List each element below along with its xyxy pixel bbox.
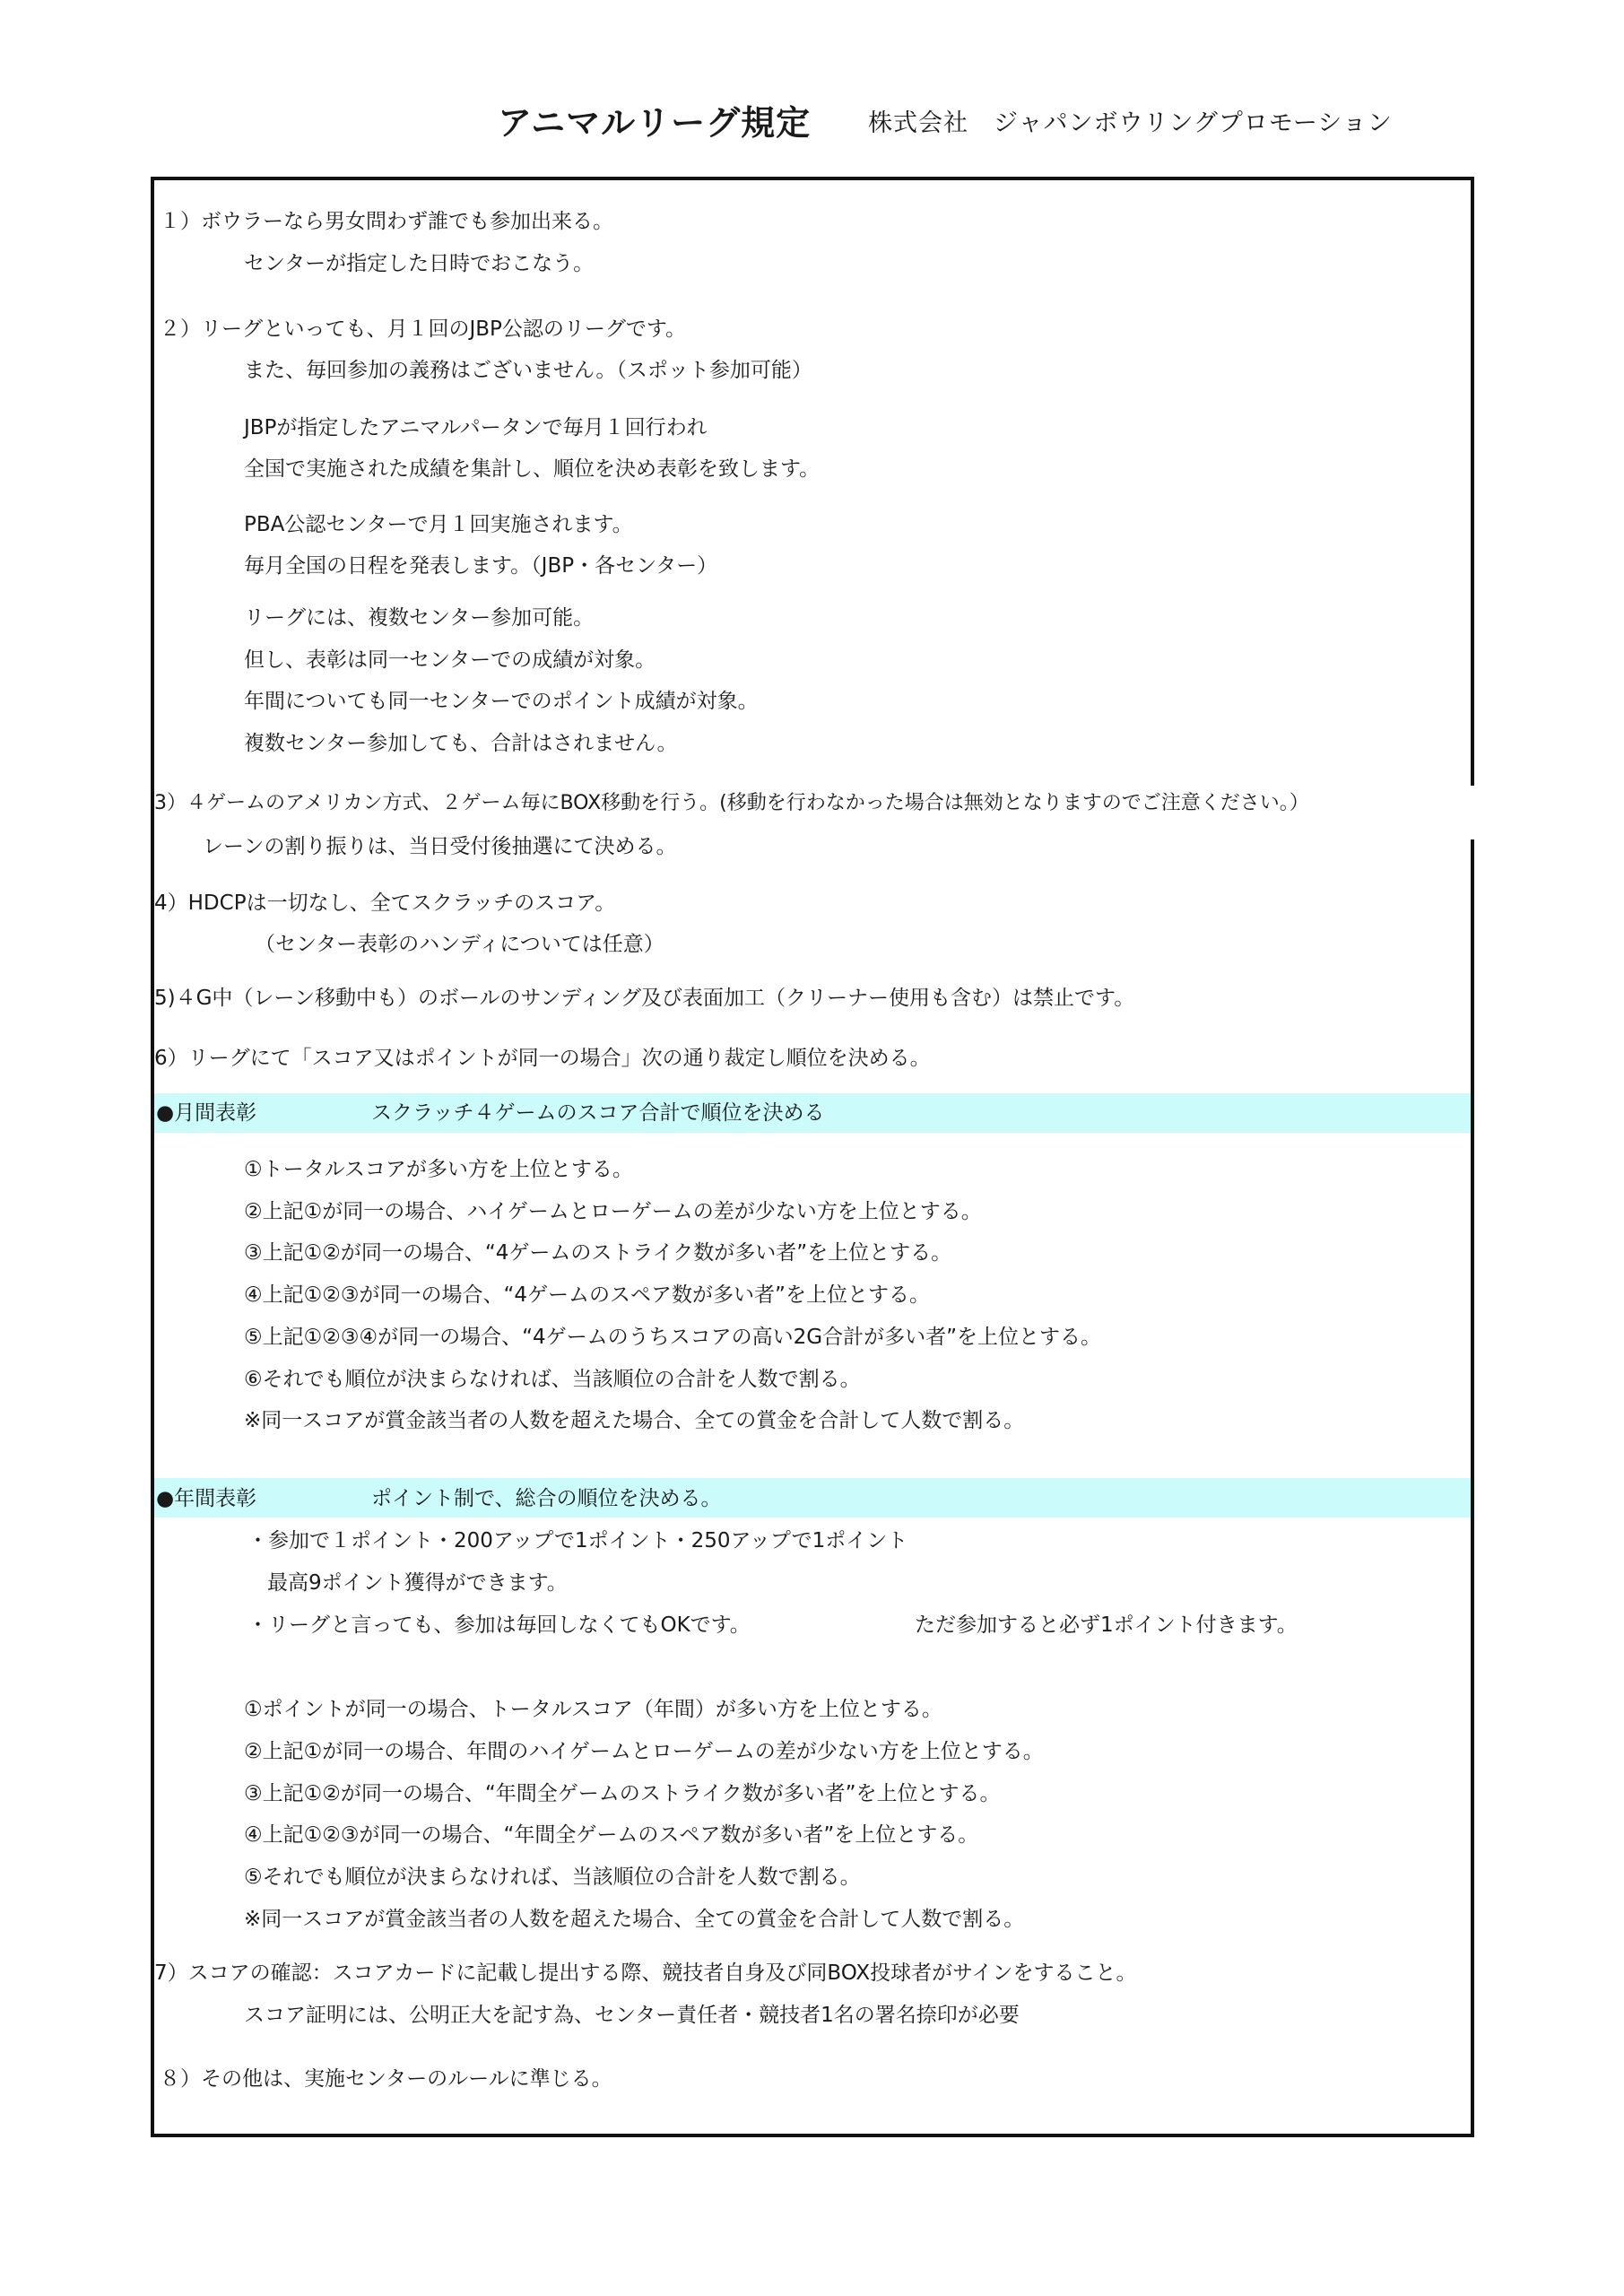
- monthly-rule: ⑥それでも順位が決まらなければ、当該順位の合計を人数で割る。: [244, 1368, 861, 1391]
- annual-rule: ①ポイントが同一の場合、トータルスコア（年間）が多い方を上位とする。: [244, 1698, 942, 1721]
- rule-4-line-1: 4）HDCPは一切なし、全てスクラッチのスコア。: [154, 891, 616, 915]
- monthly-heading: ●月間表彰: [156, 1101, 257, 1125]
- rule-2-line-6: 毎月全国の日程を発表します。（JBP・各センター）: [244, 554, 718, 578]
- rule-1-line-1: １）ボウラーなら男女問わず誰でも参加出来る。: [160, 210, 613, 233]
- frame-gap: [1471, 786, 1478, 839]
- rule-2-line-2: また、毎回参加の義務はございません。（スポット参加可能）: [244, 359, 812, 382]
- annual-rule: ②上記①が同一の場合、年間のハイゲームとローゲームの差が少ない方を上位とする。: [244, 1740, 1044, 1763]
- monthly-rule: ④上記①②③が同一の場合、“4ゲームのスペア数が多い者”を上位とする。: [244, 1283, 930, 1307]
- rule-2-line-5: PBA公認センターで月１回実施されます。: [244, 513, 633, 536]
- rule-2-line-9: 年間についても同一センターでのポイント成績が対象。: [244, 690, 759, 713]
- annual-heading: ●年間表彰: [156, 1487, 257, 1510]
- page-title: アニマルリーグ規定: [498, 103, 812, 143]
- rule-4-line-2: （センター表彰のハンディについては任意）: [255, 933, 664, 956]
- rule-7-line-2: スコア証明には、公明正大を記す為、センター責任者・競技者1名の署名捺印が必要: [244, 2004, 1020, 2027]
- rule-2-line-10: 複数センター参加しても、合計はされません。: [244, 732, 678, 755]
- rule-2-line-8: 但し、表彰は同一センターでの成績が対象。: [244, 648, 656, 672]
- annual-point-4: ただ参加すると必ず1ポイント付きます。: [915, 1613, 1298, 1637]
- monthly-rule: ⑤上記①②③④が同一の場合、“4ゲームのうちスコアの高い2G合計が多い者”を上位とする。: [244, 1326, 1102, 1349]
- monthly-description: スクラッチ４ゲームのスコア合計で順位を決める: [371, 1101, 825, 1125]
- rule-5-line-1: 5)４G中（レーン移動中も）のボールのサンディング及び表面加工（クリーナー使用も含む）は禁止です。: [154, 987, 1135, 1010]
- annual-rule: ※同一スコアが賞金該当者の人数を超えた場合、全ての賞金を合計して人数で割る。: [244, 1908, 1025, 1931]
- monthly-rule: ③上記①②が同一の場合、“4ゲームのストライク数が多い者”を上位とする。: [244, 1241, 952, 1265]
- rule-2-line-4: 全国で実施された成績を集計し、順位を決め表彰を致します。: [244, 457, 821, 481]
- rule-8-line-1: ８）その他は、実施センターのルールに準じる。: [160, 2067, 612, 2091]
- rule-2-line-7: リーグには、複数センター参加可能。: [244, 606, 595, 630]
- rule-3-line-1: 3）４ゲームのアメリカン方式、２ゲーム毎にBOX移動を行う。(移動を行わなかった場合は無効となりますのでご注意ください。）: [154, 792, 1309, 814]
- annual-highlight-bar: [154, 1478, 1471, 1518]
- monthly-rule: ※同一スコアが賞金該当者の人数を超えた場合、全ての賞金を合計して人数で割る。: [244, 1409, 1025, 1432]
- monthly-rule: ②上記①が同一の場合、ハイゲームとローゲームの差が少ない方を上位とする。: [244, 1200, 982, 1223]
- rule-6-line-1: 6）リーグにて「スコア又はポイントが同一の場合」次の通り裁定し順位を決める。: [154, 1047, 931, 1070]
- annual-rule: ③上記①②が同一の場合、“年間全ゲームのストライク数が多い者”を上位とする。: [244, 1782, 1001, 1805]
- rule-3-line-2: レーンの割り振りは、当日受付後抽選にて決める。: [203, 835, 677, 858]
- rule-1-line-2: センターが指定した日時でおこなう。: [244, 252, 595, 275]
- annual-rule: ⑤それでも順位が決まらなければ、当該順位の合計を人数で割る。: [244, 1866, 861, 1889]
- annual-description: ポイント制で、総合の順位を決める。: [371, 1487, 722, 1510]
- rule-2-line-3: JBPが指定したアニマルパータンで毎月１回行われ: [244, 416, 708, 439]
- annual-rule: ④上記①②③が同一の場合、“年間全ゲームのスペア数が多い者”を上位とする。: [244, 1823, 979, 1847]
- annual-point-2: 最高9ポイント獲得ができます。: [267, 1571, 568, 1595]
- annual-point-1: ・参加で１ポイント・200アップで1ポイント・250アップで1ポイント: [248, 1529, 908, 1552]
- monthly-rule: ①トータルスコアが多い方を上位とする。: [244, 1158, 633, 1181]
- rule-2-line-1: ２）リーグといっても、月１回のJBP公認のリーグです。: [160, 317, 687, 341]
- annual-point-3: ・リーグと言っても、参加は毎回しなくてもOKです。: [248, 1613, 751, 1637]
- company-name: 株式会社 ジャパンボウリングプロモーション: [868, 109, 1393, 137]
- rule-7-line-1: 7）スコアの確認：スコアカードに記載し提出する際、競技者自身及び同BOX投球者がサインをすること。: [154, 1961, 1137, 1985]
